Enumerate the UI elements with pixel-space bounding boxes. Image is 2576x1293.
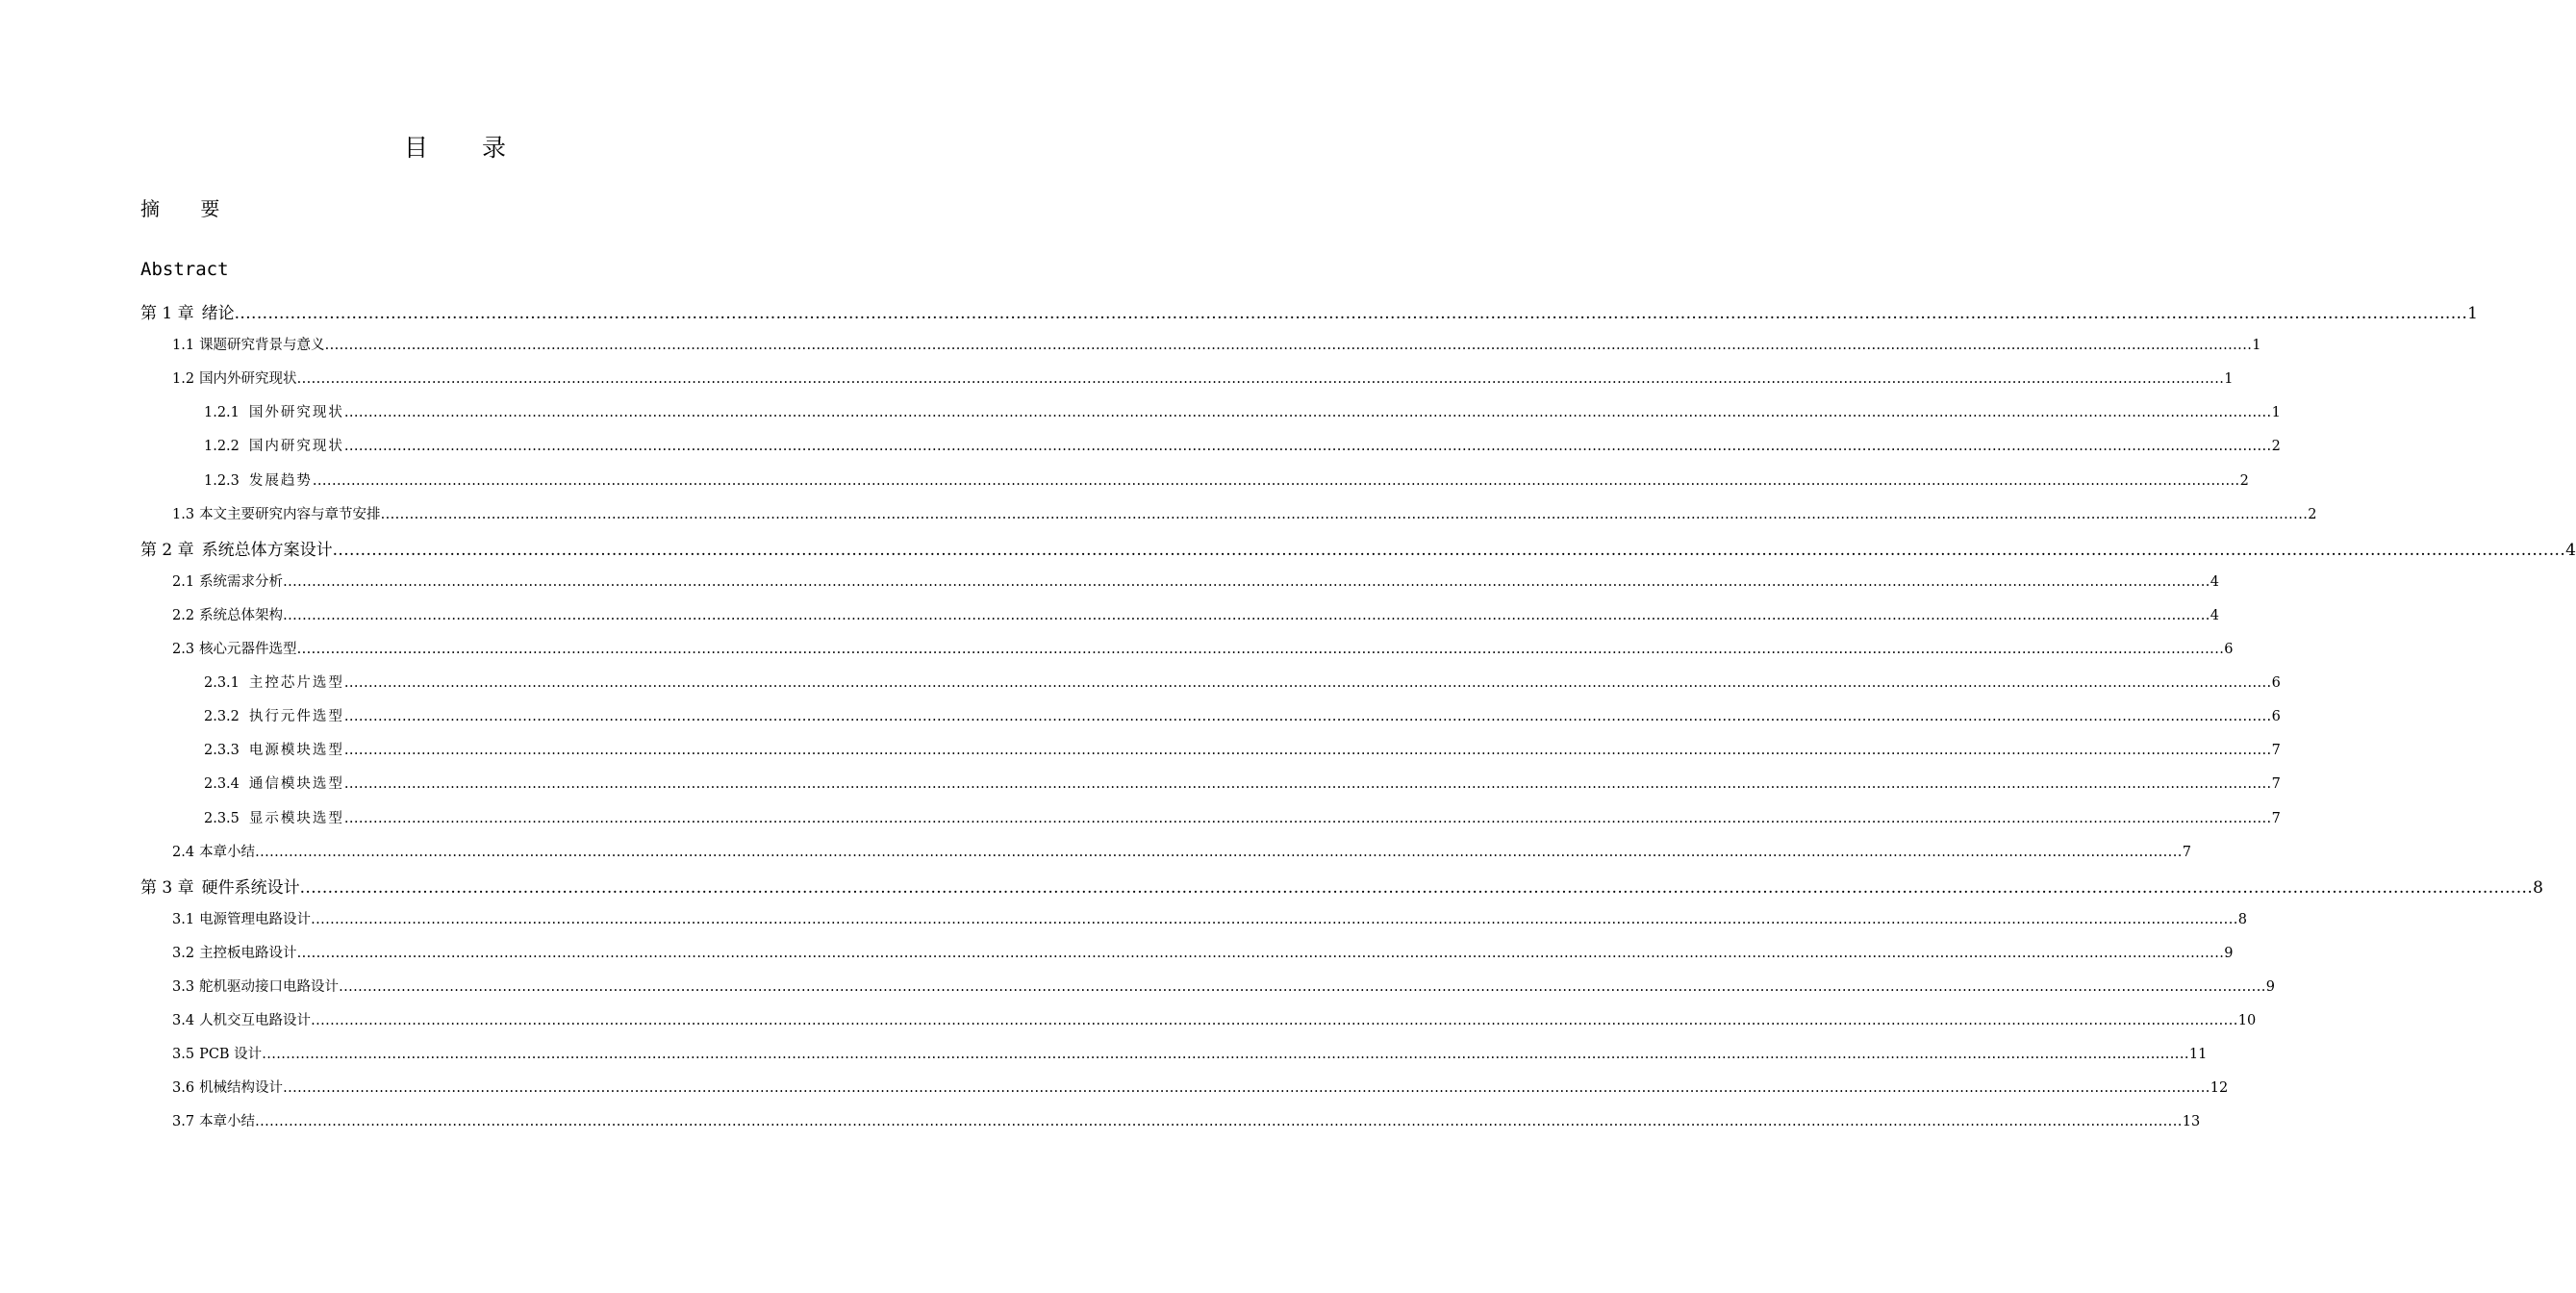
toc-entry-label bbox=[204, 469, 313, 493]
toc-entry-number: 第 3 章 bbox=[140, 877, 194, 898]
toc-entry-label bbox=[204, 773, 344, 796]
toc-page-number: 2 bbox=[2308, 506, 2317, 522]
toc-entry-title: 国内外研究现状 bbox=[199, 371, 297, 388]
toc-entry-number: 2.4 bbox=[172, 844, 195, 860]
toc-dot-leader: ................................................................................................................................................................................................................................................................................................................................................................................................................ bbox=[283, 573, 2210, 590]
toc-dot-leader: ................................................................................................................................................................................................................................................................................................................................................................................................................ bbox=[343, 743, 2272, 759]
toc-page-number: 13 bbox=[2182, 1114, 2201, 1130]
toc-dot-leader: ................................................................................................................................................................................................................................................................................................................................................................................................................ bbox=[332, 540, 2566, 560]
toc-entry-number: 第 1 章 bbox=[140, 304, 194, 323]
toc-page-number: 7 bbox=[2271, 743, 2281, 759]
toc-entry[interactable] bbox=[172, 1043, 2208, 1066]
toc-entry-number: 3.3 bbox=[172, 979, 195, 995]
toc-entry-label bbox=[140, 300, 235, 327]
toc-entry[interactable] bbox=[172, 1110, 2201, 1133]
toc-entry-number: 2.1 bbox=[172, 573, 195, 590]
toc-entry[interactable] bbox=[204, 401, 2281, 424]
toc-entry-title: 显示模块选型 bbox=[248, 810, 344, 826]
toc-entry[interactable] bbox=[140, 875, 2543, 901]
toc-page-number: 4 bbox=[2210, 573, 2219, 590]
toc-entry-label bbox=[172, 368, 297, 391]
toc-entry-title: 国外研究现状 bbox=[248, 405, 344, 421]
toc-entry-number: 2.3.5 bbox=[204, 810, 240, 826]
toc-dot-leader: ................................................................................................................................................................................................................................................................................................................................................................................................................ bbox=[299, 877, 2534, 898]
toc-entry-title: 系统总体方案设计 bbox=[201, 540, 333, 560]
toc-entry[interactable] bbox=[204, 773, 2281, 796]
toc-page-number: 9 bbox=[2265, 979, 2275, 995]
toc-entry-title: 通信模块选型 bbox=[248, 776, 344, 793]
toc-dot-leader: ................................................................................................................................................................................................................................................................................................................................................................................................................ bbox=[343, 405, 2272, 421]
toc-entry-label bbox=[172, 976, 339, 999]
toc-dot-leader: ................................................................................................................................................................................................................................................................................................................................................................................................................ bbox=[296, 642, 2225, 657]
toc-entry-number: 3.4 bbox=[172, 1013, 195, 1029]
toc-entry-label bbox=[172, 334, 325, 357]
toc-page-number: 4 bbox=[2565, 540, 2576, 560]
toc-entry[interactable] bbox=[172, 1009, 2257, 1032]
toc-entry-number: 1.2.1 bbox=[204, 405, 240, 421]
toc-entry-title: 主控板电路设计 bbox=[199, 945, 297, 961]
toc-entry-number: 3.7 bbox=[172, 1114, 195, 1130]
toc-dot-leader: ................................................................................................................................................................................................................................................................................................................................................................................................................ bbox=[343, 675, 2272, 692]
toc-entry[interactable] bbox=[172, 1077, 2229, 1100]
toc-entry-title: PCB 设计 bbox=[199, 1047, 263, 1063]
toc-entry-title: 系统总体架构 bbox=[199, 607, 284, 623]
toc-page-number: 2 bbox=[2271, 439, 2281, 455]
toc-page-number: 7 bbox=[2271, 776, 2281, 793]
toc-entry-label bbox=[172, 570, 283, 594]
toc-entry-title: 本章小结 bbox=[199, 1114, 256, 1130]
toc-entry-abstract-cn[interactable]: 摘 要 bbox=[140, 197, 238, 220]
toc-page-number: 9 bbox=[2224, 945, 2234, 961]
toc-entry-label bbox=[172, 1043, 262, 1066]
toc-entry-title: 绪论 bbox=[201, 304, 235, 323]
toc-page-number: 6 bbox=[2271, 675, 2281, 692]
toc-page-number: 7 bbox=[2271, 810, 2281, 826]
toc-entry-label bbox=[204, 672, 344, 695]
toc-entry[interactable] bbox=[172, 368, 2234, 391]
toc-page-number: 8 bbox=[2237, 911, 2247, 927]
toc-page-number: 12 bbox=[2210, 1080, 2229, 1097]
toc-dot-leader: ................................................................................................................................................................................................................................................................................................................................................................................................................ bbox=[312, 472, 2240, 489]
toc-entry-label bbox=[204, 401, 344, 424]
toc-entry-number: 2.3.3 bbox=[204, 743, 240, 759]
toc-entry[interactable] bbox=[140, 300, 2478, 327]
toc-dot-leader: ................................................................................................................................................................................................................................................................................................................................................................................................................ bbox=[324, 338, 2253, 354]
toc-entry-number: 2.3.2 bbox=[204, 709, 240, 725]
toc-entry[interactable] bbox=[204, 705, 2281, 728]
toc-dot-leader: ................................................................................................................................................................................................................................................................................................................................................................................................................ bbox=[296, 371, 2225, 388]
toc-entry[interactable] bbox=[172, 503, 2317, 526]
toc-dot-leader: ................................................................................................................................................................................................................................................................................................................................................................................................................ bbox=[339, 979, 2266, 995]
toc-entry-label bbox=[204, 739, 344, 762]
toc-page-number: 10 bbox=[2237, 1013, 2257, 1029]
toc-entry-title: 执行元件选型 bbox=[248, 709, 344, 725]
toc-entry-title: 机械结构设计 bbox=[199, 1080, 284, 1097]
toc-entry-number: 2.2 bbox=[172, 607, 195, 623]
toc-entry[interactable] bbox=[204, 672, 2281, 695]
toc-dot-leader: ................................................................................................................................................................................................................................................................................................................................................................................................................ bbox=[343, 439, 2272, 455]
toc-page-number: 8 bbox=[2533, 877, 2543, 898]
toc-entry[interactable] bbox=[172, 334, 2261, 357]
toc-entry[interactable] bbox=[204, 435, 2281, 458]
toc-entry-label bbox=[140, 875, 300, 901]
toc-dot-leader: ................................................................................................................................................................................................................................................................................................................................................................................................................ bbox=[234, 304, 2468, 323]
toc-dot-leader: ................................................................................................................................................................................................................................................................................................................................................................................................................ bbox=[255, 1114, 2183, 1130]
toc-entry-number: 1.2.3 bbox=[204, 472, 240, 489]
toc-entry-number: 1.3 bbox=[172, 506, 195, 522]
toc-page-number: 1 bbox=[2224, 371, 2234, 388]
toc-entry-number: 2.3.4 bbox=[204, 776, 240, 793]
toc-entry[interactable] bbox=[204, 739, 2281, 762]
toc-entry-label bbox=[172, 1110, 255, 1133]
toc-entry-label bbox=[172, 841, 255, 864]
toc-entry-title: 主控芯片选型 bbox=[248, 675, 344, 692]
toc-entry-label bbox=[204, 705, 344, 728]
toc-page-number: 2 bbox=[2239, 472, 2249, 489]
toc-page-number: 1 bbox=[2467, 304, 2478, 323]
toc-entry-title: 核心元器件选型 bbox=[199, 642, 297, 657]
toc-page-number: 7 bbox=[2182, 844, 2191, 860]
toc-entry-title: 国内研究现状 bbox=[248, 439, 344, 455]
toc-entry[interactable] bbox=[172, 908, 2247, 931]
toc-entry-label bbox=[172, 638, 297, 661]
toc-dot-leader: ................................................................................................................................................................................................................................................................................................................................................................................................................ bbox=[311, 911, 2238, 927]
toc-entry[interactable] bbox=[172, 570, 2219, 594]
toc-entry-number: 1.2.2 bbox=[204, 439, 240, 455]
toc-entry[interactable] bbox=[172, 841, 2191, 864]
toc-entry-number: 2.3.1 bbox=[204, 675, 240, 692]
toc-entry-label bbox=[172, 908, 311, 931]
toc-page-number: 6 bbox=[2271, 709, 2281, 725]
toc-dot-leader: ................................................................................................................................................................................................................................................................................................................................................................................................................ bbox=[283, 1080, 2210, 1097]
toc-entry[interactable] bbox=[172, 638, 2234, 661]
toc-entry-label bbox=[172, 942, 297, 965]
toc-title: 目 录 bbox=[404, 134, 529, 162]
toc-entry-title: 电源模块选型 bbox=[248, 743, 344, 759]
toc-entry-title: 课题研究背景与意义 bbox=[199, 338, 325, 354]
toc-dot-leader: ................................................................................................................................................................................................................................................................................................................................................................................................................ bbox=[343, 709, 2272, 725]
toc-entry-number: 3.2 bbox=[172, 945, 195, 961]
toc-entry-title: 电源管理电路设计 bbox=[199, 911, 312, 927]
toc-page-number: 4 bbox=[2210, 607, 2219, 623]
toc-entry[interactable] bbox=[172, 976, 2275, 999]
toc-entry-title: 系统需求分析 bbox=[199, 573, 284, 590]
toc-entry[interactable] bbox=[204, 807, 2281, 830]
toc-entry-title: 发展趋势 bbox=[248, 472, 313, 489]
toc-page-number: 11 bbox=[2188, 1047, 2208, 1063]
toc-dot-leader: ................................................................................................................................................................................................................................................................................................................................................................................................................ bbox=[283, 607, 2210, 623]
toc-entry-title: 本章小结 bbox=[199, 844, 256, 860]
toc-dot-leader: ................................................................................................................................................................................................................................................................................................................................................................................................................ bbox=[343, 810, 2272, 826]
toc-entry-title: 本文主要研究内容与章节安排 bbox=[199, 506, 381, 522]
toc-entry-number: 1.2 bbox=[172, 371, 195, 388]
toc-entry-label bbox=[140, 537, 333, 564]
toc-dot-leader: ................................................................................................................................................................................................................................................................................................................................................................................................................ bbox=[255, 844, 2183, 860]
toc-entry-number: 3.6 bbox=[172, 1080, 195, 1097]
toc-entry-label bbox=[172, 1077, 283, 1100]
toc-page-number: 6 bbox=[2224, 642, 2234, 657]
toc-dot-leader: ................................................................................................................................................................................................................................................................................................................................................................................................................ bbox=[296, 945, 2225, 961]
toc-dot-leader: ................................................................................................................................................................................................................................................................................................................................................................................................................ bbox=[380, 506, 2309, 522]
toc-dot-leader: ................................................................................................................................................................................................................................................................................................................................................................................................................ bbox=[343, 776, 2272, 793]
toc-entry[interactable] bbox=[172, 942, 2234, 965]
toc-entry-number: 2.3 bbox=[172, 642, 195, 657]
toc-entry-label bbox=[204, 435, 344, 458]
toc-entry-label bbox=[172, 604, 283, 627]
toc-entry-label bbox=[204, 807, 344, 830]
toc-entry-number: 3.5 bbox=[172, 1047, 195, 1063]
toc-entry-title: 舵机驱动接口电路设计 bbox=[199, 979, 340, 995]
toc-entry[interactable] bbox=[140, 537, 2576, 564]
toc-entry-number: 第 2 章 bbox=[140, 540, 194, 560]
toc-entry-number: 3.1 bbox=[172, 911, 195, 927]
toc-entry-number: 1.1 bbox=[172, 338, 195, 354]
toc-entry[interactable] bbox=[172, 604, 2219, 627]
toc-dot-leader: ................................................................................................................................................................................................................................................................................................................................................................................................................ bbox=[311, 1013, 2238, 1029]
toc-entry-label bbox=[172, 1009, 311, 1032]
toc-entry-abstract-en[interactable]: Abstract bbox=[140, 259, 229, 280]
toc-page-number: 1 bbox=[2252, 338, 2261, 354]
toc-page-number: 1 bbox=[2271, 405, 2281, 421]
toc-entry-title: 人机交互电路设计 bbox=[199, 1013, 312, 1029]
toc-entry[interactable] bbox=[204, 469, 2249, 493]
toc-entry-label bbox=[172, 503, 381, 526]
toc-entry-title: 硬件系统设计 bbox=[201, 877, 300, 898]
toc-dot-leader: ................................................................................................................................................................................................................................................................................................................................................................................................................ bbox=[262, 1047, 2189, 1063]
